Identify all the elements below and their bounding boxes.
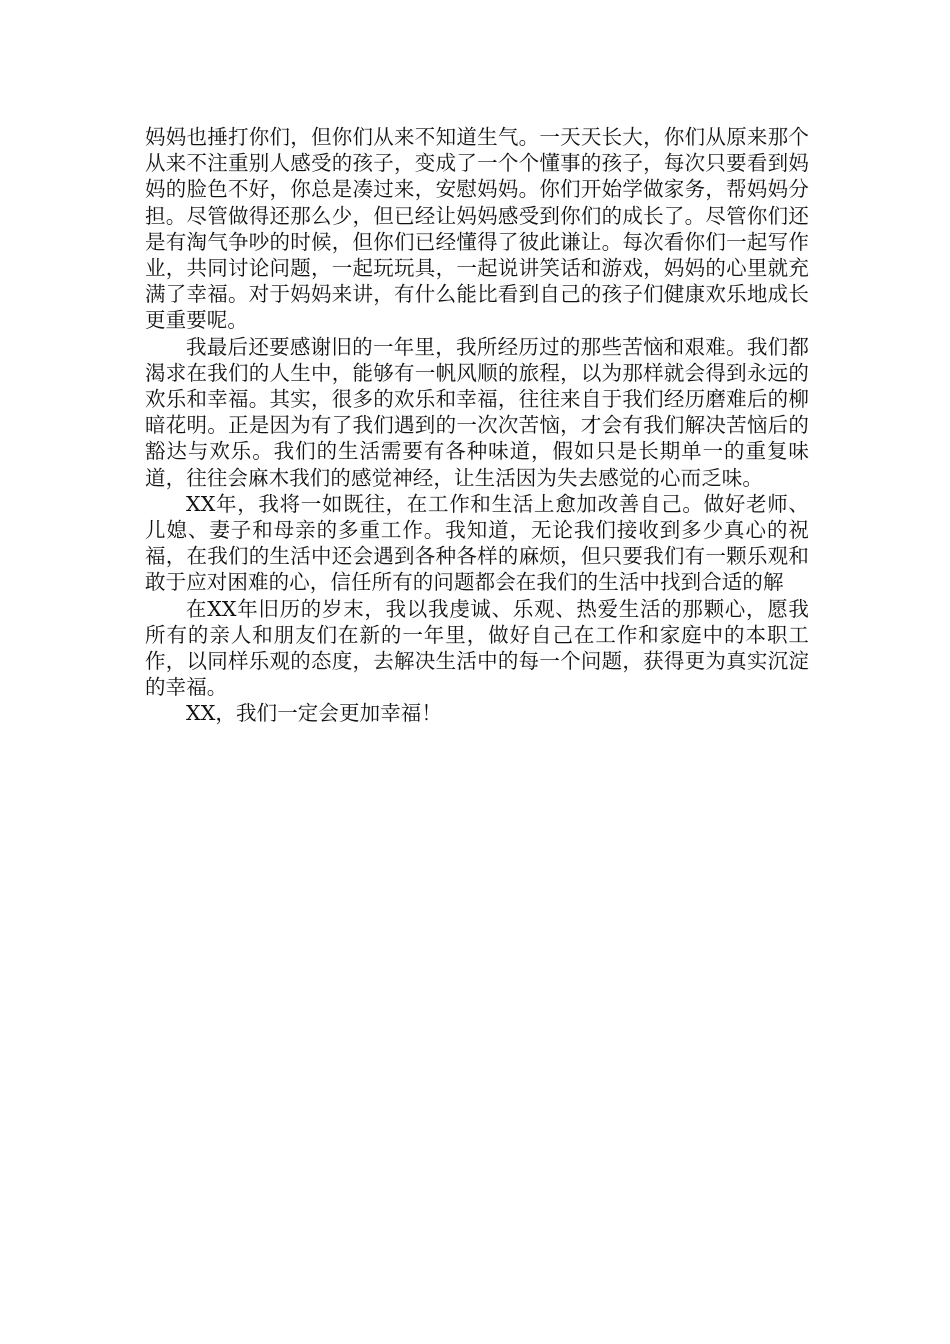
paragraph-new-year-plan: XX年，我将一如既往，在工作和生活上愈加改善自己。做好老师、儿媳、妻子和母亲的多重工作。我知道，无论我们接收到多少真心的祝福，在我们的生活中还会遇到各种各样的麻烦，但只要我们有一颗乐观和敢于应对困难的心，信任所有的问题都会在我们的生活中找到合适的解	[145, 491, 809, 595]
paragraph-closing: XX，我们一定会更加幸福！	[186, 701, 442, 726]
paragraph-gratitude-hardship: 我最后还要感谢旧的一年里，我所经历过的那些苦恼和艰难。我们都渴求在我们的人生中，能够有一帆风顺的旅程，以为那样就会得到永远的欢乐和幸福。其实，很多的欢乐和幸福，往往来自于我们经历磨难后的柳暗花明。正是因为有了我们遇到的一次次苦恼，才会有我们解决苦恼后的豁达与欢乐。我们的生活需要有各种味道，假如只是长期单一的重复味道，往往会麻木我们的感觉神经，让生活因为失去感觉的心而乏味。	[145, 334, 809, 490]
paragraph-continuation: 妈妈也捶打你们，但你们从来不知道生气。一天天长大，你们从原来那个从来不注重别人感受的孩子，变成了一个个懂事的孩子，每次只要看到妈妈的脸色不好，你总是凑过来，安慰妈妈。你们开始学做家务，帮妈妈分担。尽管做得还那么少，但已经让妈妈感受到你们的成长了。尽管你们还是有淘气争吵的时候，但你们已经懂得了彼此谦让。每次看你们一起写作业，共同讨论问题，一起玩玩具，一起说讲笑话和游戏，妈妈的心里就充满了幸福。对于妈妈来讲，有什么能比看到自己的孩子们健康欢乐地成长更重要呢。	[145, 125, 809, 333]
paragraph-new-year-wishes: 在XX年旧历的岁末，我以我虔诚、乐观、热爱生活的那颗心，愿我所有的亲人和朋友们在新的一年里，做好自己在工作和家庭中的本职工作，以同样乐观的态度，去解决生活中的每一个问题，获得更为真实沉淀的幸福。	[145, 596, 809, 700]
document-body	[145, 124, 809, 727]
